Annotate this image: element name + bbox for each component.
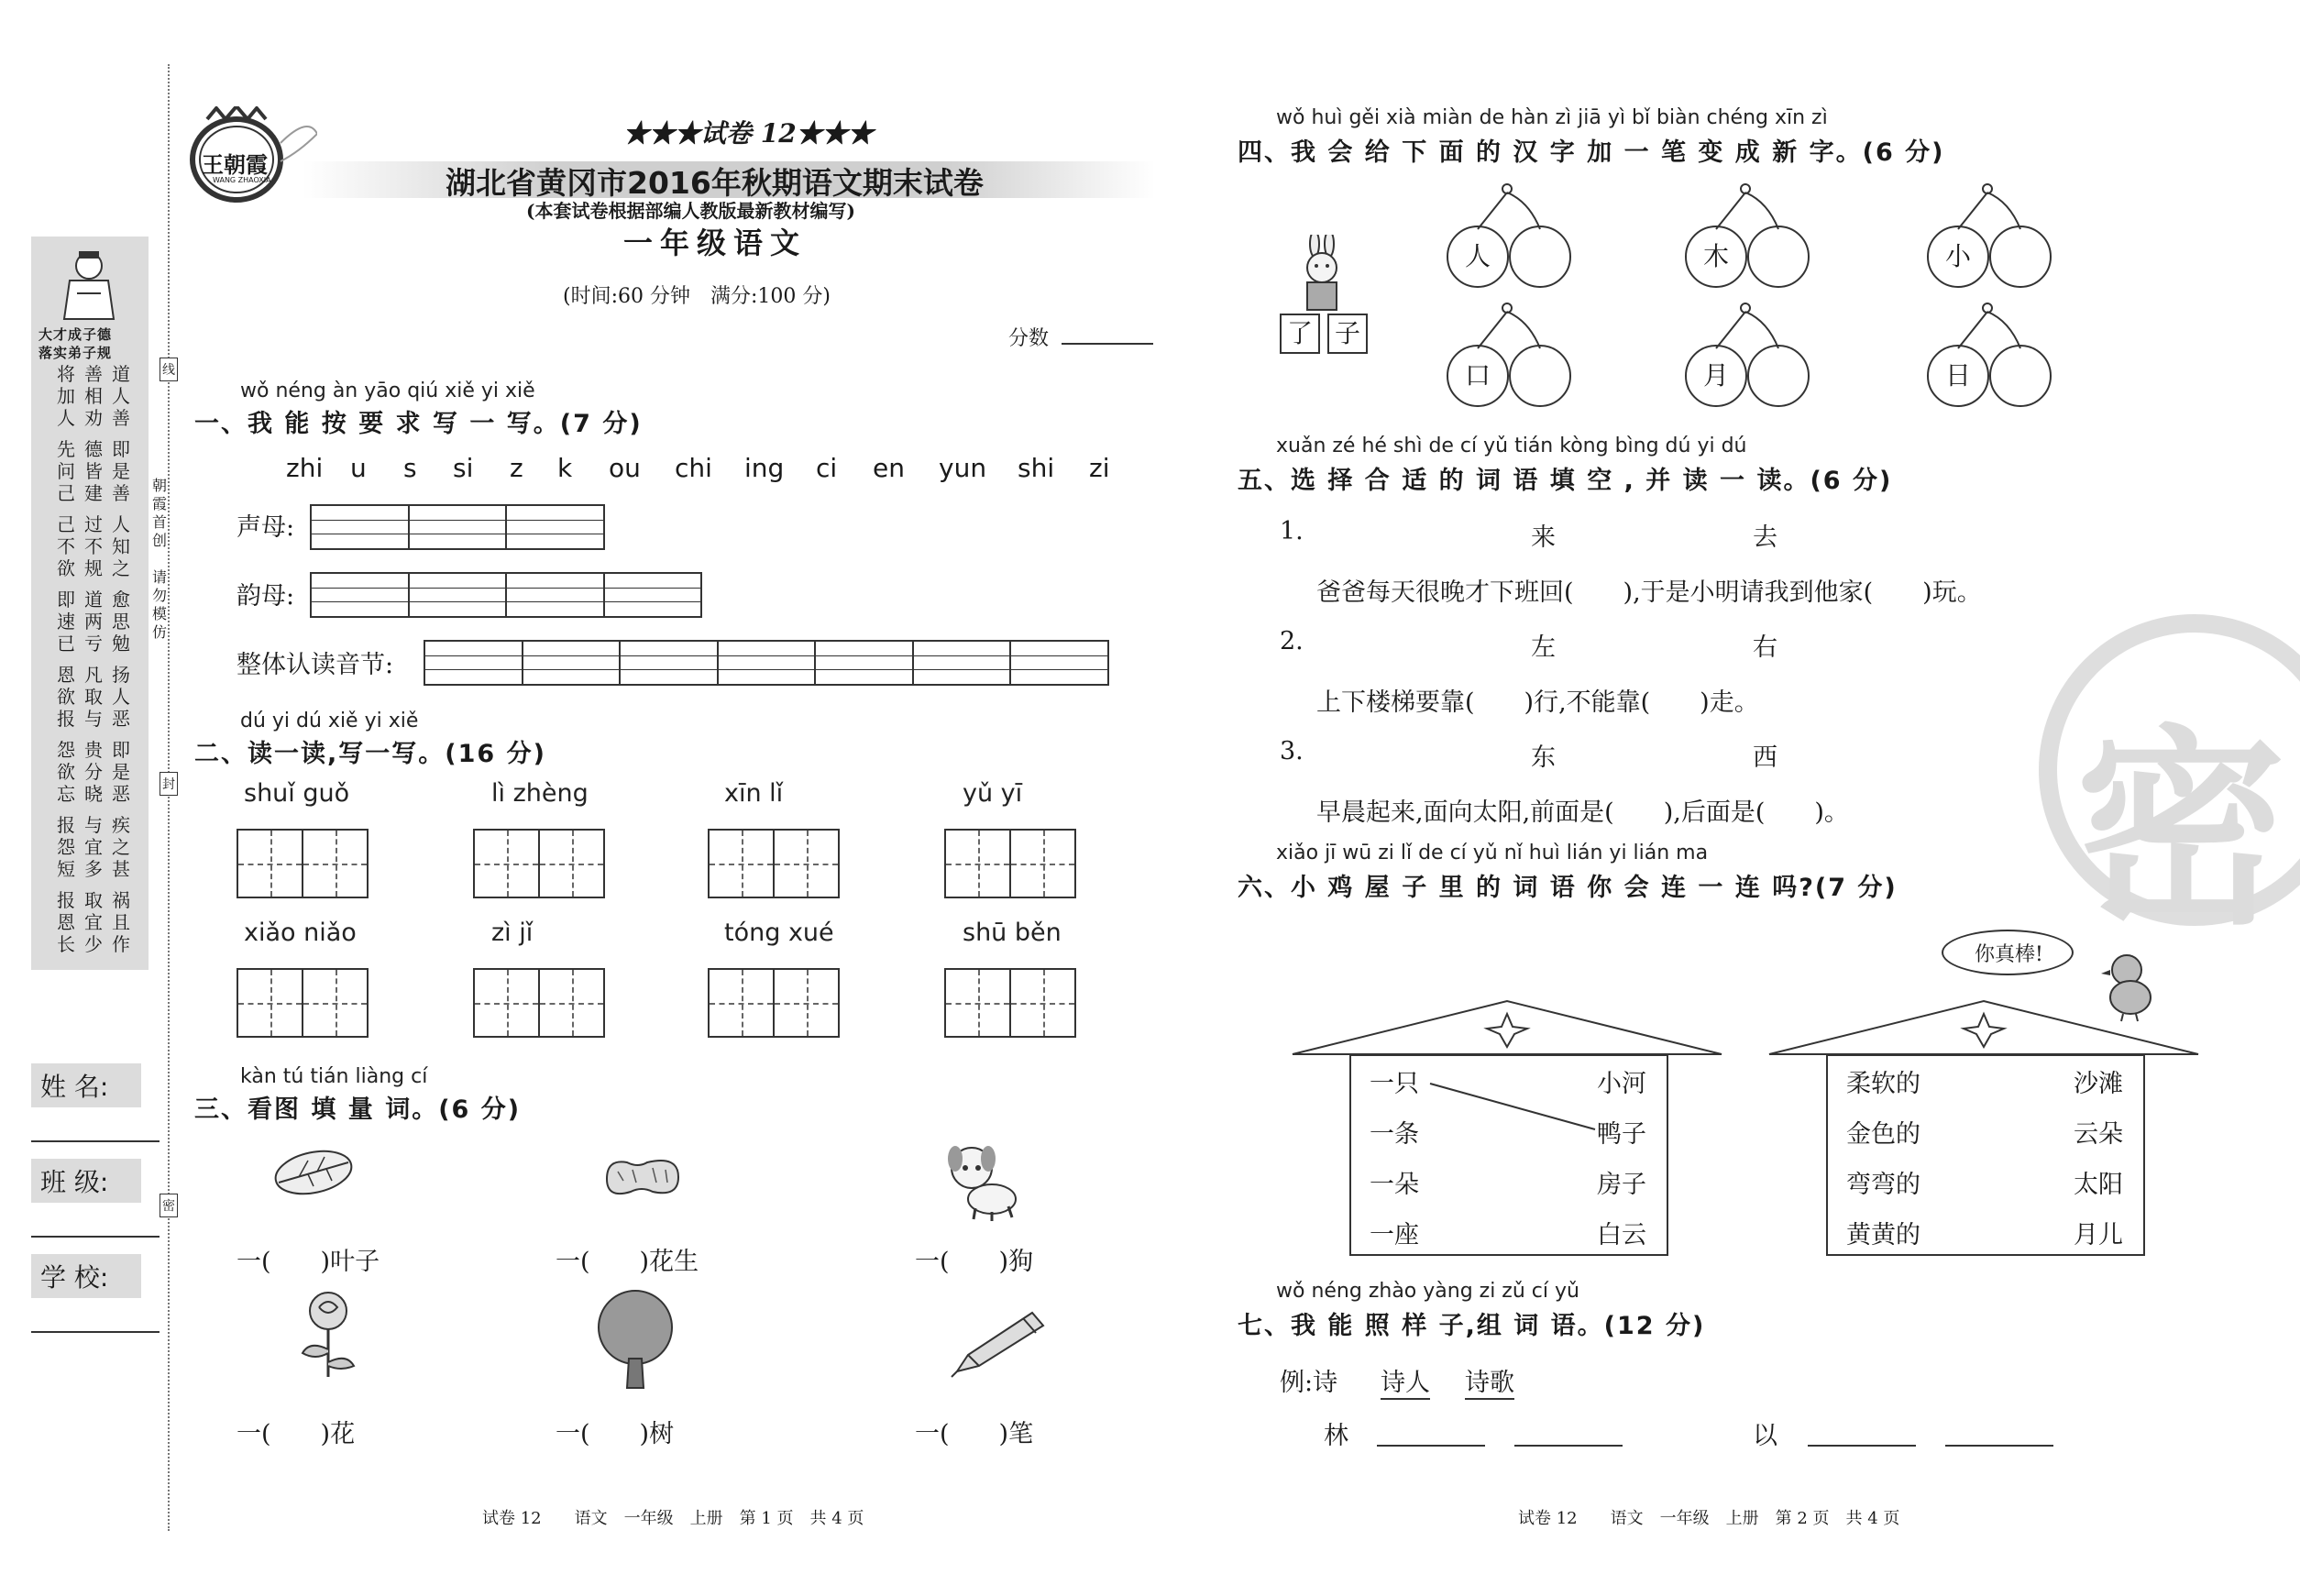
q7-char-1: 林: [1324, 1422, 1348, 1450]
binding-dotted-line: [168, 64, 170, 1531]
q5-pinyin: xuǎn zé hé shì de cí yǔ tián kòng bìng dú yi dú: [1276, 435, 1747, 457]
motto-column: 先问己: [57, 438, 75, 504]
school-field[interactable]: [31, 1254, 160, 1337]
motto-column: 报恩长: [57, 889, 75, 955]
name-field[interactable]: [31, 1063, 160, 1146]
house2-left-word[interactable]: 黄黄的: [1846, 1221, 1920, 1249]
q6-title: 六、小 鸡 屋 子 里 的 词 语 你 会 连 一 连 吗?(7 分): [1238, 874, 1898, 902]
tianzige-cell[interactable]: [775, 970, 838, 1036]
motto-column: 怨欲忘: [57, 739, 75, 805]
tianzige-box[interactable]: [237, 829, 369, 898]
motto-column: 疾之甚: [112, 814, 130, 880]
rabbit-illustration: [1280, 235, 1375, 315]
exam-title: 湖北省黄冈市2016年秋期语文期末试卷: [446, 165, 984, 201]
q7-example-label: 例:诗: [1280, 1369, 1338, 1397]
seal-mark-1: 线: [160, 358, 178, 381]
scholar-illustration: [59, 248, 119, 321]
q5-sentence[interactable]: 爸爸每天很晚才下班回( ),于是小明请我到他家( )玩。: [1316, 578, 1982, 607]
seal-mark-3: 密: [160, 1194, 178, 1217]
q1-letter: shi: [1018, 453, 1055, 483]
q1-letter: si: [453, 453, 474, 483]
house1-left-word[interactable]: 一条: [1370, 1120, 1419, 1149]
q1-letter: yun: [939, 453, 987, 483]
tianzige-cell[interactable]: [710, 970, 775, 1036]
house2-right-word[interactable]: 月儿: [2074, 1221, 2123, 1249]
q1-title: 一、我 能 按 要 求 写 一 写。(7 分): [194, 410, 643, 438]
cherry-given-char: 口: [1447, 345, 1509, 407]
tianzige-cell[interactable]: [1011, 831, 1074, 897]
shengmu-grid[interactable]: [310, 504, 605, 550]
q3-item-3[interactable]: 一( )狗: [915, 1248, 1034, 1276]
q1-letter: k: [557, 453, 573, 483]
name-label: 姓 名:: [31, 1063, 141, 1107]
footer-right: 试卷 12 语文 一年级 上册 第 2 页 共 4 页: [1518, 1509, 1900, 1528]
house2-right-word[interactable]: 云朵: [2074, 1120, 2123, 1149]
cherry-answer-blank[interactable]: [1509, 345, 1571, 407]
exam-subtitle: (本套试卷根据部编人教版最新教材编写): [526, 200, 855, 222]
q5-title: 五、选 择 合 适 的 词 语 填 空 , 并 读 一 读。(6 分): [1238, 467, 1893, 495]
zhengti-label: 整体认读音节:: [237, 651, 394, 679]
tianzige-cell[interactable]: [238, 970, 303, 1036]
q3-item-1[interactable]: 一( )叶子: [237, 1248, 380, 1276]
motto-column: 善相劝: [84, 363, 103, 429]
class-label: 班 级:: [31, 1159, 141, 1203]
motto-column: 贵分晓: [84, 739, 103, 805]
tianzige-cell[interactable]: [946, 970, 1011, 1036]
house1-right-word[interactable]: 白云: [1597, 1221, 1646, 1249]
house1-left-word[interactable]: 一座: [1370, 1221, 1419, 1249]
tianzige-cell[interactable]: [540, 970, 603, 1036]
tianzige-cell[interactable]: [775, 831, 838, 897]
motto-column: 人知之: [112, 513, 130, 579]
q5-option-b: 去: [1753, 523, 1777, 552]
q1-letter: ci: [816, 453, 838, 483]
shengmu-label: 声母:: [237, 513, 295, 542]
q5-item-number: 1.: [1280, 517, 1304, 545]
cherry-answer-blank[interactable]: [1989, 345, 2052, 407]
q2-word-pinyin: xīn lǐ: [724, 779, 784, 808]
tianzige-box[interactable]: [708, 829, 840, 898]
house1-right-word[interactable]: 鸭子: [1597, 1120, 1646, 1149]
tree-icon: [594, 1289, 677, 1393]
house2-left-word[interactable]: 金色的: [1846, 1120, 1920, 1149]
tianzige-box[interactable]: [473, 968, 605, 1038]
motto-column: 祸且作: [112, 889, 130, 955]
peanut-icon: [601, 1151, 684, 1205]
q3-title: 三、看图 填 量 词。(6 分): [194, 1095, 522, 1124]
q1-letter: zhi: [286, 453, 324, 483]
motto-column: 取宜少: [84, 889, 103, 955]
q1-letter: zi: [1089, 453, 1110, 483]
q1-pinyin: wǒ néng àn yāo qiú xiě yi xiě: [240, 380, 535, 402]
q2-word-pinyin: xiǎo niǎo: [244, 919, 357, 947]
tianzige-box[interactable]: [944, 829, 1076, 898]
motto-column: 己不欲: [57, 513, 75, 579]
q7-example-word-1: 诗人: [1381, 1362, 1430, 1400]
q5-item-number: 2.: [1280, 627, 1304, 655]
motto-column: 过不规: [84, 513, 103, 579]
house1-left-word[interactable]: 一只: [1370, 1070, 1419, 1098]
house1-right-word[interactable]: 小河: [1597, 1070, 1646, 1098]
motto-column: 德皆建: [84, 438, 103, 504]
house-2-roof: [1767, 999, 2200, 1060]
q2-word-pinyin: tóng xué: [724, 919, 834, 947]
q7-blank-3[interactable]: [1808, 1445, 1916, 1447]
q5-option-b: 右: [1753, 633, 1777, 662]
flower-icon: [293, 1289, 363, 1384]
pen-icon: [948, 1305, 1051, 1382]
bubble-text: 你真棒!: [1975, 943, 2043, 966]
q1-letter: ing: [744, 453, 785, 483]
house2-right-word[interactable]: 沙滩: [2074, 1070, 2123, 1098]
q2-word-pinyin: shuǐ guǒ: [244, 779, 350, 808]
example-char-2: 子: [1327, 314, 1368, 354]
q1-letter: z: [510, 453, 523, 483]
q2-word-pinyin: shū běn: [963, 919, 1062, 947]
q5-option-b: 西: [1753, 743, 1777, 772]
q6-pinyin: xiǎo jī wū zi lǐ de cí yǔ nǐ huì lián yi lián ma: [1276, 842, 1709, 864]
motto-column: 道两亏: [84, 589, 103, 655]
cherry-given-char: 日: [1927, 345, 1989, 407]
q2-pinyin: dú yi dú xiě yi xiě: [240, 710, 419, 732]
motto-column: 报怨短: [57, 814, 75, 880]
brand-sub: WANG ZHAOXIA: [213, 176, 271, 184]
house2-left-word[interactable]: 柔软的: [1846, 1070, 1920, 1098]
example-char-1: 了: [1280, 314, 1320, 354]
yunmu-grid[interactable]: [310, 572, 702, 618]
motto-column: 凡取与: [84, 664, 103, 730]
q7-blank-4[interactable]: [1945, 1445, 2053, 1447]
tianzige-cell[interactable]: [238, 831, 303, 897]
q7-blank-2[interactable]: [1514, 1445, 1623, 1447]
motto-column: 与宜多: [84, 814, 103, 880]
q3-item-6[interactable]: 一( )笔: [915, 1420, 1034, 1448]
q3-pinyin: kàn tú tián liàng cí: [240, 1065, 428, 1088]
watermark-seal: [2030, 605, 2300, 935]
tianzige-cell[interactable]: [303, 970, 367, 1036]
house2-right-word[interactable]: 太阳: [2074, 1171, 2123, 1199]
tianzige-box[interactable]: [473, 829, 605, 898]
q1-letter: chi: [675, 453, 712, 483]
motto-column: 即速已: [57, 589, 75, 655]
tianzige-box[interactable]: [708, 968, 840, 1038]
motto-column: 即是善: [112, 438, 130, 504]
q5-option-a: 来: [1531, 523, 1556, 552]
motto-column: 道人善: [112, 363, 130, 429]
q1-letter: en: [873, 453, 905, 483]
q7-example-word-2: 诗歌: [1465, 1362, 1514, 1400]
grade-title: 一年级语文: [623, 226, 808, 260]
q5-option-a: 东: [1531, 743, 1556, 772]
tianzige-cell[interactable]: [475, 970, 540, 1036]
footer-left: 试卷 12 语文 一年级 上册 第 1 页 共 4 页: [482, 1509, 864, 1528]
watermark-char: 密: [2075, 706, 2287, 935]
yunmu-label: 韵母:: [237, 582, 295, 611]
cherry-given-char: 月: [1685, 345, 1747, 407]
cherry-given-char: 人: [1447, 226, 1509, 288]
brand-name: 王朝霞: [202, 151, 268, 178]
cherry-answer-blank[interactable]: [1747, 226, 1810, 288]
house-1-roof: [1291, 999, 1723, 1060]
tianzige-cell[interactable]: [303, 831, 367, 897]
score-label: 分数: [1008, 327, 1050, 350]
cherry-answer-blank[interactable]: [1989, 226, 2052, 288]
q5-item-number: 3.: [1280, 737, 1304, 765]
q2-word-pinyin: zì jǐ: [491, 919, 534, 947]
q4-title: 四、我 会 给 下 面 的 汉 字 加 一 笔 变 成 新 字。(6 分): [1238, 138, 1945, 167]
q7-title: 七、我 能 照 样 子,组 词 语。(12 分): [1238, 1312, 1706, 1340]
q2-word-pinyin: yǔ yī: [963, 779, 1023, 808]
q7-char-2: 以: [1753, 1422, 1777, 1450]
seal-mark-2: 封: [160, 772, 178, 796]
side-note-2: 请勿模仿: [152, 568, 168, 641]
side-note-1: 朝霞首创: [152, 477, 168, 549]
q2-title: 二、读一读,写一写。(16 分): [194, 740, 546, 768]
motto-column: 愈思勉: [112, 589, 130, 655]
leaf-icon: [271, 1146, 356, 1203]
tianzige-box[interactable]: [237, 968, 369, 1038]
q1-letter: s: [403, 453, 417, 483]
motto-column: 即是恶: [112, 739, 130, 805]
cherry-given-char: 木: [1685, 226, 1747, 288]
slogan-2: 落实弟子规: [39, 345, 113, 361]
q5-sentence[interactable]: 早晨起来,面向太阳,前面是( ),后面是( )。: [1316, 798, 1849, 827]
class-field[interactable]: [31, 1159, 160, 1241]
tianzige-cell[interactable]: [710, 831, 775, 897]
tianzige-cell[interactable]: [475, 831, 540, 897]
q3-item-4[interactable]: 一( )花: [237, 1420, 356, 1448]
brand-logo: [180, 106, 317, 207]
house1-left-word[interactable]: 一朵: [1370, 1171, 1419, 1199]
q5-sentence[interactable]: 上下楼梯要靠( )行,不能靠( )走。: [1316, 688, 1759, 717]
cherry-given-char: 小: [1927, 226, 1989, 288]
cherry-answer-blank[interactable]: [1747, 345, 1810, 407]
tianzige-cell[interactable]: [1011, 970, 1074, 1036]
tianzige-cell[interactable]: [946, 831, 1011, 897]
q1-letter: u: [350, 453, 367, 483]
dog-icon: [935, 1140, 1027, 1227]
tianzige-cell[interactable]: [540, 831, 603, 897]
q3-item-2[interactable]: 一( )花生: [556, 1248, 699, 1276]
q7-blank-1[interactable]: [1377, 1445, 1485, 1447]
tianzige-box[interactable]: [944, 968, 1076, 1038]
paper-tag: ★★★试卷 12★★★: [623, 118, 874, 149]
exam-meta: (时间:60 分钟 满分:100 分): [563, 285, 831, 308]
cherry-answer-blank[interactable]: [1509, 226, 1571, 288]
house2-left-word[interactable]: 弯弯的: [1846, 1171, 1920, 1199]
q5-option-a: 左: [1531, 633, 1556, 662]
q1-letter: ou: [609, 453, 641, 483]
q2-word-pinyin: lì zhèng: [491, 779, 589, 808]
speech-bubble: [1942, 930, 2074, 975]
motto-column: 恩欲报: [57, 664, 75, 730]
q7-pinyin: wǒ néng zhào yàng zi zǔ cí yǔ: [1276, 1280, 1579, 1303]
school-label: 学 校:: [31, 1254, 141, 1298]
q4-pinyin: wǒ huì gěi xià miàn de hàn zì jiā yì bǐ biàn chéng xīn zì: [1276, 106, 1828, 129]
house1-right-word[interactable]: 房子: [1597, 1171, 1646, 1199]
zhengti-grid[interactable]: [424, 640, 1109, 686]
q3-item-5[interactable]: 一( )树: [556, 1420, 675, 1448]
score-blank[interactable]: [1062, 343, 1153, 345]
motto-column: 扬人恶: [112, 664, 130, 730]
motto-column: 将加人: [57, 363, 75, 429]
slogan-1: 大才成子德: [39, 326, 113, 343]
